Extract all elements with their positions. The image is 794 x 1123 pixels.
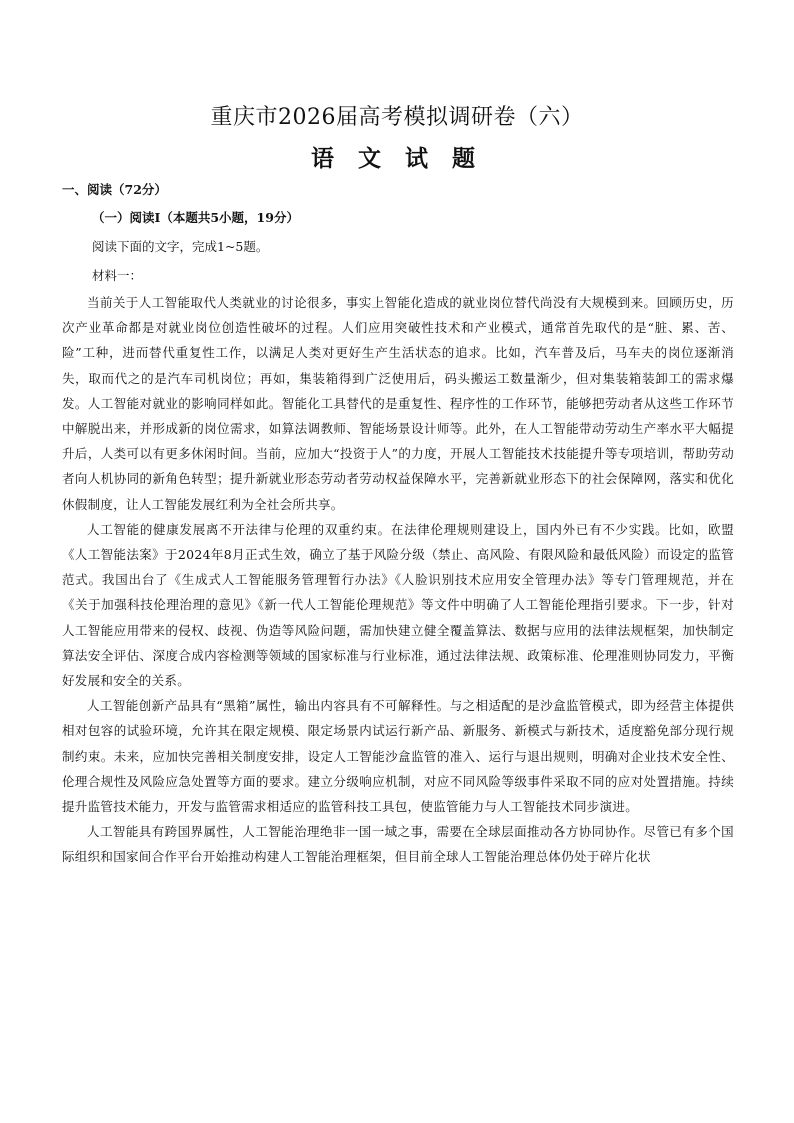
paragraph: 人工智能具有跨国界属性，人工智能治理绝非一国一域之事，需要在全球层面推动各方协同协作。尽管已有多个国际组织和国家间合作平台开始推动构建人工智能治理框架，但目前全球人工智能治理总体仍处于碎片化状 [62,824,734,865]
exam-title: 重庆市2026届高考模拟调研卷（六） [210,105,584,130]
material-body [62,290,734,870]
paragraph: 当前关于人工智能取代人类就业的讨论很多，事实上智能化造成的就业岗位替代尚没有大规模到来。回顾历史，历次产业革命都是对就业岗位创造性破坏的过程。人们应用突破性技术和产业模式，通常首先取代的是“脏、累、苦、险”工种，进而替代重复性工作，以满足人类对更好生产生活状态的追求。比如，汽车普及后，马车夫的岗位逐渐消失，取而代之的是汽车司机岗位；再如，集装箱得到广泛使用后，码头搬运工数量渐少，但对集装箱装卸工的需求爆发。人工智能对就业的影响同样如此。智能化工具替代的是重复性、程序性的工作环节，能够把劳动者从这些工作环节中解脱出来，并形成新的岗位需求，如算法调教师、智能场景设计师等。此外，在人工智能带动劳动生产率水平大幅提升后，人类可以有更多休闲时间。当前，应加大“投资于人”的力度，开展人工智能技术技能提升等专项培训，帮助劳动者向人机协同的新角色转型；提升新就业形态劳动者劳动权益保障水平，完善新就业形态下的社会保障网，落实和优化休假制度，让人工智能发展红利为全社会所共享。 [62,295,734,512]
paragraph: 人工智能创新产品具有“黑箱”属性，输出内容具有不可解释性。与之相适配的是沙盒监管模式，即为经营主体提供相对包容的试验环境，允许其在限定规模、限定场景内试运行新产品、新服务、新模式与新技术，适度豁免部分现行规制约束。未来，应加快完善相关制度安排，设定人工智能沙盒监管的准入、运行与退出规则，明确对企业技术安全性、伦理合规性及风险应急处置等方面的要求。建立分级响应机制，对应不同风险等级事件采取不同的应对处置措施。持续提升监管技术能力，开发与监管需求相适应的监管科技工具包，使监管能力与人工智能技术同步演进。 [62,698,734,815]
subsection-heading: （一）阅读Ⅰ（本题共5小题，19分） [92,210,299,225]
material-label: 材料一： [92,268,143,283]
section-heading: 一、阅读（72分） [62,182,167,197]
paragraph: 人工智能的健康发展离不开法律与伦理的双重约束。在法律伦理规则建设上，国内外已有不少实践。比如，欧盟《人工智能法案》于2024年8月正式生效，确立了基于风险分级（禁止、高风险、有限风险和最低风险）而设定的监管范式。我国出台了《生成式人工智能服务管理暂行办法》《人脸识别技术应用安全管理办法》等专门管理规范，并在《关于加强科技伦理治理的意见》《新一代人工智能伦理规范》等文件中明确了人工智能伦理指引要求。下一步，针对人工智能应用带来的侵权、歧视、伪造等风险问题，需加快建立健全覆盖算法、数据与应用的法律法规框架，加快制定算法安全评估、深度合成内容检测等领域的国家标准与行业标准，通过法律法规、政策标准、伦理准则协同发力，平衡好发展和安全的关系。 [62,521,734,689]
reading-instruction: 阅读下面的文字，完成1~5题。 [92,239,269,254]
subject-title: 语 文 试 题 [310,145,484,172]
